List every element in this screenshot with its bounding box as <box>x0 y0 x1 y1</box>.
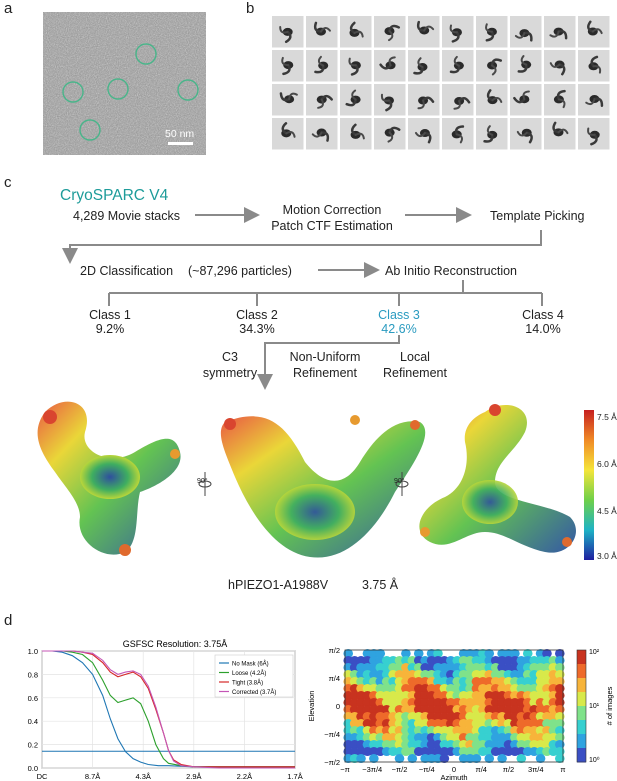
fsc-x-tick: 4.3Å <box>135 772 151 781</box>
heatmap-x-tick: 3π/4 <box>527 765 544 774</box>
software-title: CryoSPARC V4 <box>60 187 169 204</box>
heatmap-colorbar-segment <box>577 748 586 763</box>
colorbar-tick-45: 4.5 Å <box>597 506 617 516</box>
heatmap-x-tick: −π/2 <box>391 765 408 774</box>
non-uniform-label-line1: Non-Uniform <box>289 350 361 364</box>
heatmap-colorbar-segment <box>577 734 586 749</box>
heatmap-x-tick: π/4 <box>475 765 487 774</box>
density-maps <box>25 392 585 570</box>
colorbar-tick-30: 3.0 Å <box>597 551 617 561</box>
class-2-name: Class 2 <box>236 308 278 322</box>
heatmap-x-tick: −π/4 <box>418 765 435 774</box>
fsc-y-tick: 1.0 <box>27 647 38 656</box>
non-uniform-label-line2: Refinement <box>293 366 357 380</box>
heatmap-colorbar-tick: 10⁰ <box>589 757 600 764</box>
colorbar-tick-60: 6.0 Å <box>597 459 617 469</box>
class-4-name: Class 4 <box>522 308 564 322</box>
colorbar-tick-75: 7.5 Å <box>597 412 617 422</box>
local-refinement-line1: Local <box>400 350 430 364</box>
panel-letter-a: a <box>4 0 13 17</box>
heatmap-y-tick: 0 <box>335 702 340 711</box>
fsc-x-tick: 1.7Å <box>287 772 303 781</box>
ctf-estimation-label: Patch CTF Estimation <box>271 219 393 233</box>
rotation-label-2: 90° <box>394 478 405 485</box>
heatmap-x-tick: π/2 <box>502 765 515 774</box>
heatmap-colorbar-tick: 10¹ <box>589 703 600 710</box>
heatmap-colorbar-segment <box>577 720 586 735</box>
fsc-legend-label: No Mask (6Å) <box>232 661 269 668</box>
fsc-y-tick: 0.2 <box>27 740 38 750</box>
density-map-top-view <box>38 402 181 556</box>
fsc-legend-label: Tight (3.8Å) <box>232 680 264 687</box>
heatmap-x-tick: 0 <box>451 765 457 774</box>
fsc-y-tick: 0.6 <box>27 693 38 703</box>
resolution-label: 3.75 Å <box>362 578 399 592</box>
class-3-name: Class 3 <box>378 308 420 322</box>
heatmap-x-tick: π <box>560 765 566 774</box>
fsc-legend-label: Corrected (3.7Å) <box>232 690 277 696</box>
class-1-pct: 9.2% <box>95 322 125 336</box>
fsc-x-tick: DC <box>36 772 48 781</box>
classification-label: 2D Classification <box>80 264 174 278</box>
heatmap-colorbar-tick: 10² <box>589 649 600 656</box>
heatmap-colorbar-segment <box>577 650 586 665</box>
resolution-colorbar <box>584 410 596 560</box>
heatmap-y-tick: π/2 <box>328 646 340 655</box>
heatmap-colorbar-segment <box>577 692 586 707</box>
fsc-x-tick: 2.2Å <box>236 772 253 781</box>
heatmap-colorbar-segment <box>577 664 586 679</box>
ab-initio-label: Ab Initio Reconstruction <box>385 264 518 278</box>
heatmap-y-label: Elevation <box>307 690 316 722</box>
class-3-pct: 42.6% <box>381 322 417 336</box>
heatmap-colorbar-label: # of images <box>605 686 614 726</box>
movie-stacks-label: 4,289 Movie stacks <box>73 209 180 223</box>
fsc-title: GSFSC Resolution: 3.75Å <box>122 639 228 649</box>
c3-label-line2: symmetry <box>202 366 258 380</box>
heatmap-x-tick: −π <box>340 765 350 774</box>
motion-correction-label: Motion Correction <box>282 203 382 217</box>
heatmap-y-tick: −π/2 <box>324 758 340 767</box>
fsc-legend-label: Loose (4.2Å) <box>232 671 267 677</box>
template-picking-label: Template Picking <box>490 209 585 223</box>
fsc-y-tick: 0.4 <box>27 717 38 727</box>
c3-label-line1: C3 <box>222 350 238 364</box>
fsc-chart <box>0 635 310 781</box>
heatmap-y-tick: π/4 <box>328 674 340 683</box>
heatmap-y-tick: −π/4 <box>324 730 340 739</box>
density-map-bottom-view <box>419 404 576 553</box>
class-1-name: Class 1 <box>89 308 131 322</box>
heatmap-colorbar-segment <box>577 678 586 693</box>
viewing-distribution-heatmap <box>300 640 617 781</box>
fsc-x-tick: 8.7Å <box>84 772 101 781</box>
heatmap-x-label: Azimuth <box>440 773 468 781</box>
particle-count-label: (~87,296 particles) <box>188 264 292 278</box>
heatmap-colorbar-segment <box>577 706 586 721</box>
fsc-y-tick: 0.0 <box>27 764 38 773</box>
construct-label: hPIEZO1-A1988V <box>228 578 329 592</box>
local-refinement-line2: Refinement <box>383 366 447 380</box>
scale-bar-label: 50 nm <box>165 128 195 140</box>
rotation-label-1: 90° <box>197 478 208 485</box>
heatmap-x-tick: −3π/4 <box>362 765 383 774</box>
panel-letter-c: c <box>4 174 12 191</box>
panel-letter-b: b <box>246 0 255 17</box>
class-2-pct: 34.3% <box>239 322 275 336</box>
class-4-pct: 14.0% <box>525 322 561 336</box>
panel-letter-d: d <box>4 612 13 629</box>
fsc-y-tick: 0.8 <box>27 670 38 680</box>
density-map-side-view <box>221 415 425 558</box>
fsc-x-tick: 2.9Å <box>186 772 202 781</box>
